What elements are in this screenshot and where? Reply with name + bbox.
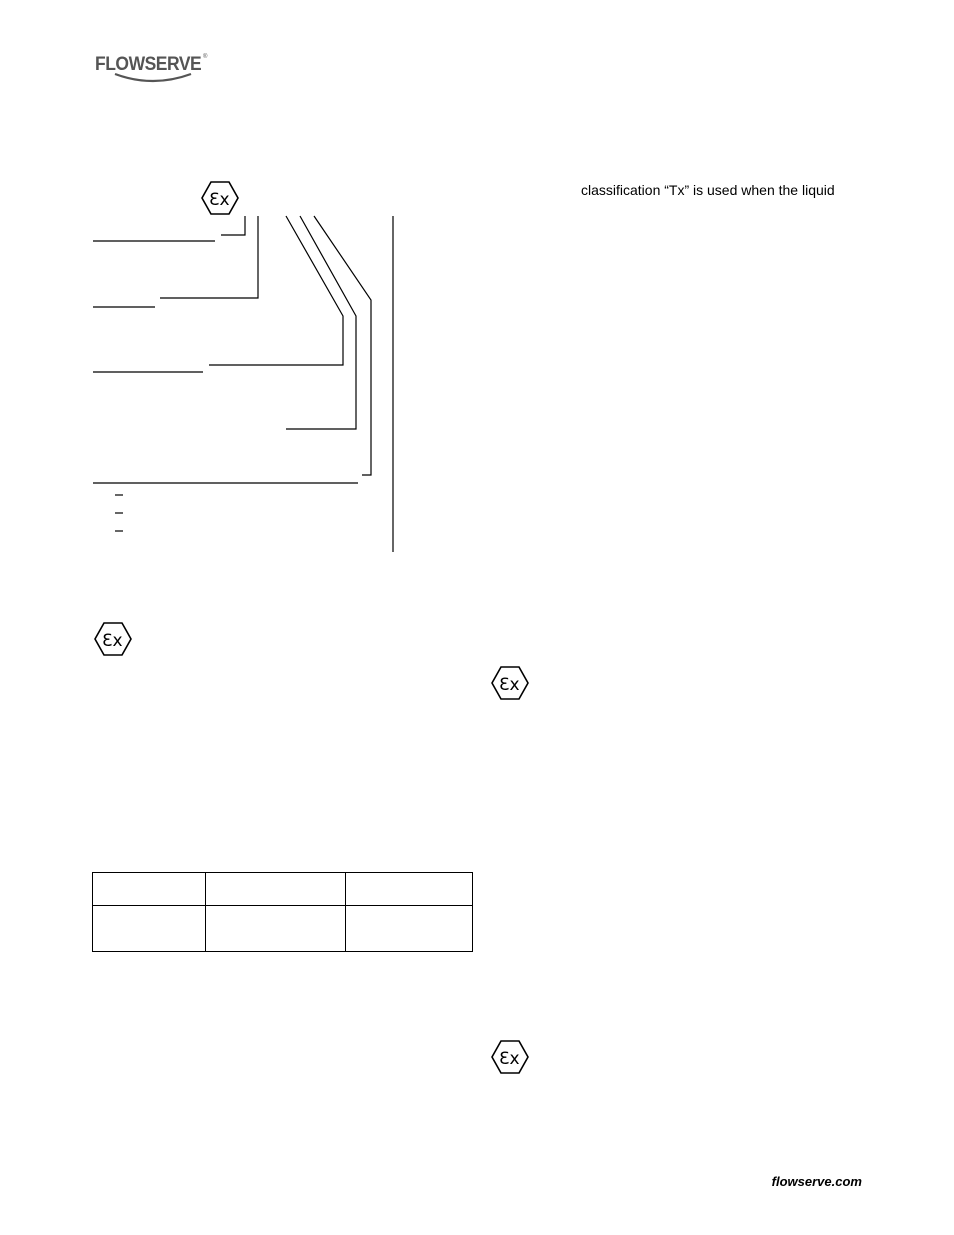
diagram-leader-line <box>160 216 258 298</box>
diagram-leader-line <box>286 216 356 429</box>
body-text-line: classification “Tx” is used when the liquid <box>581 182 835 198</box>
svg-text:Ɛx: Ɛx <box>499 675 520 695</box>
table-header-row <box>93 873 473 906</box>
table-cell <box>206 906 346 952</box>
logo-registered-mark: ® <box>203 54 208 60</box>
table-cell <box>206 873 346 906</box>
svg-text:Ɛx: Ɛx <box>102 631 123 651</box>
svg-text:Ɛx: Ɛx <box>499 1049 520 1069</box>
table-cell <box>346 906 473 952</box>
diagram-leader-line <box>209 216 343 365</box>
footer-website: flowserve.com <box>771 1174 862 1189</box>
diagram-leader-line <box>221 216 245 235</box>
logo-text: FLOWSERVE <box>95 54 202 75</box>
svg-text:Ɛx: Ɛx <box>209 190 230 210</box>
table-cell <box>93 906 206 952</box>
data-table <box>92 872 473 952</box>
table-cell <box>346 873 473 906</box>
table-row <box>93 906 473 952</box>
table-cell <box>93 873 206 906</box>
